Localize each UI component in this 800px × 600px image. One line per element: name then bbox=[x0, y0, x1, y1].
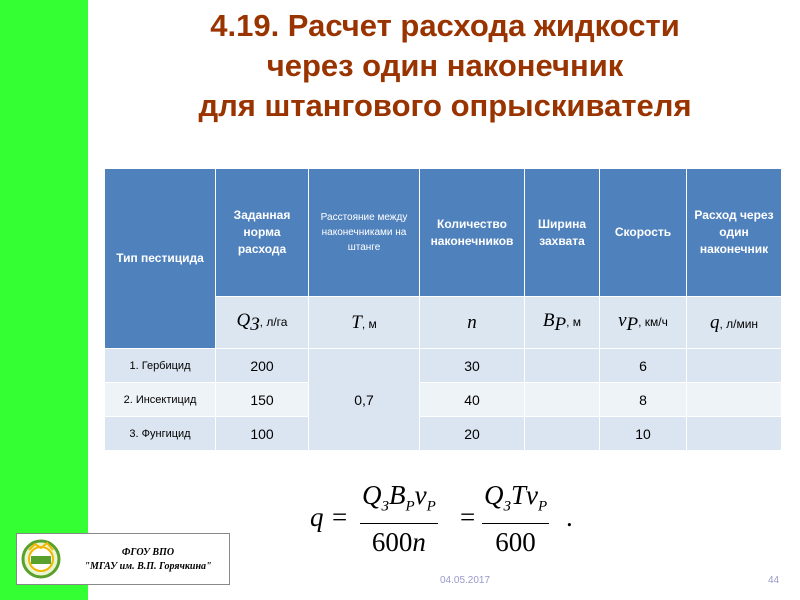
row-speed: 8 bbox=[600, 383, 687, 417]
row-name: 1. Гербицид bbox=[105, 349, 216, 383]
header-norm: Заданная норма расхода bbox=[216, 169, 309, 297]
row-speed: 6 bbox=[600, 349, 687, 383]
logo-line-2: "МГАУ им. В.П. Горячкина" bbox=[84, 561, 212, 572]
spacing-value: 0,7 bbox=[309, 349, 420, 451]
formula-fraction-2 bbox=[482, 478, 549, 560]
row-width bbox=[525, 349, 600, 383]
header-spacing: Расстояние между наконечниками на штанге bbox=[309, 169, 420, 297]
table-header-row bbox=[105, 169, 782, 297]
row-count: 40 bbox=[420, 383, 525, 417]
page-number: 44 bbox=[768, 575, 780, 586]
fraction-2-numerator: $Q_ЗTv_P$ bbox=[482, 478, 549, 524]
title-line-1: 4.19. Расчет расхода жидкости bbox=[210, 8, 680, 43]
university-logo bbox=[16, 533, 230, 585]
table-row bbox=[105, 383, 782, 417]
fraction-1-denominator: 600n bbox=[371, 527, 426, 558]
row-count: 20 bbox=[420, 417, 525, 451]
row-width bbox=[525, 417, 600, 451]
formula-equals-2: = bbox=[460, 502, 476, 532]
row-name: 3. Фунгицид bbox=[105, 417, 216, 451]
header-count: Количество наконечников bbox=[420, 169, 525, 297]
symbol-speed: $v_Р$, км/ч bbox=[600, 297, 687, 349]
slide-title bbox=[100, 6, 790, 126]
formula-fraction-1 bbox=[360, 478, 438, 560]
header-flow: Расход через один наконечник bbox=[687, 169, 782, 297]
fraction-2-denominator: 600 bbox=[495, 527, 536, 558]
row-flow bbox=[687, 349, 782, 383]
row-flow bbox=[687, 417, 782, 451]
formula-end: . bbox=[566, 502, 573, 532]
row-name: 2. Инсектицид bbox=[105, 383, 216, 417]
formula-lhs: q bbox=[310, 502, 324, 532]
row-norm: 200 bbox=[216, 349, 309, 383]
logo-line-1: ФГОУ ВПО bbox=[121, 547, 175, 558]
university-emblem-icon bbox=[21, 538, 61, 580]
row-speed: 10 bbox=[600, 417, 687, 451]
header-width: Ширина захвата bbox=[525, 169, 600, 297]
symbol-flow: q, л/мин bbox=[687, 297, 782, 349]
header-speed: Скорость bbox=[600, 169, 687, 297]
row-count: 30 bbox=[420, 349, 525, 383]
footer-date: 04.05.2017 bbox=[440, 575, 491, 586]
row-norm: 100 bbox=[216, 417, 309, 451]
calc-table bbox=[104, 168, 782, 451]
table-row bbox=[105, 349, 782, 383]
table-row bbox=[105, 417, 782, 451]
row-width bbox=[525, 383, 600, 417]
left-green-bar bbox=[0, 0, 88, 600]
title-line-2: через один наконечник bbox=[266, 48, 624, 83]
title-line-3: для штангового опрыскивателя bbox=[198, 88, 692, 123]
symbol-spacing: Т, м bbox=[309, 297, 420, 349]
symbol-width: $В_Р$, м bbox=[525, 297, 600, 349]
symbol-count: n bbox=[420, 297, 525, 349]
symbol-norm: $Q_З$, л/га bbox=[216, 297, 309, 349]
formula-equals-1: = bbox=[332, 502, 348, 532]
fraction-1-numerator: $Q_ЗB_Pv_P$ bbox=[360, 478, 438, 524]
row-flow bbox=[687, 383, 782, 417]
logo-text bbox=[69, 546, 227, 574]
header-type: Тип пестицида bbox=[105, 169, 216, 349]
row-norm: 150 bbox=[216, 383, 309, 417]
